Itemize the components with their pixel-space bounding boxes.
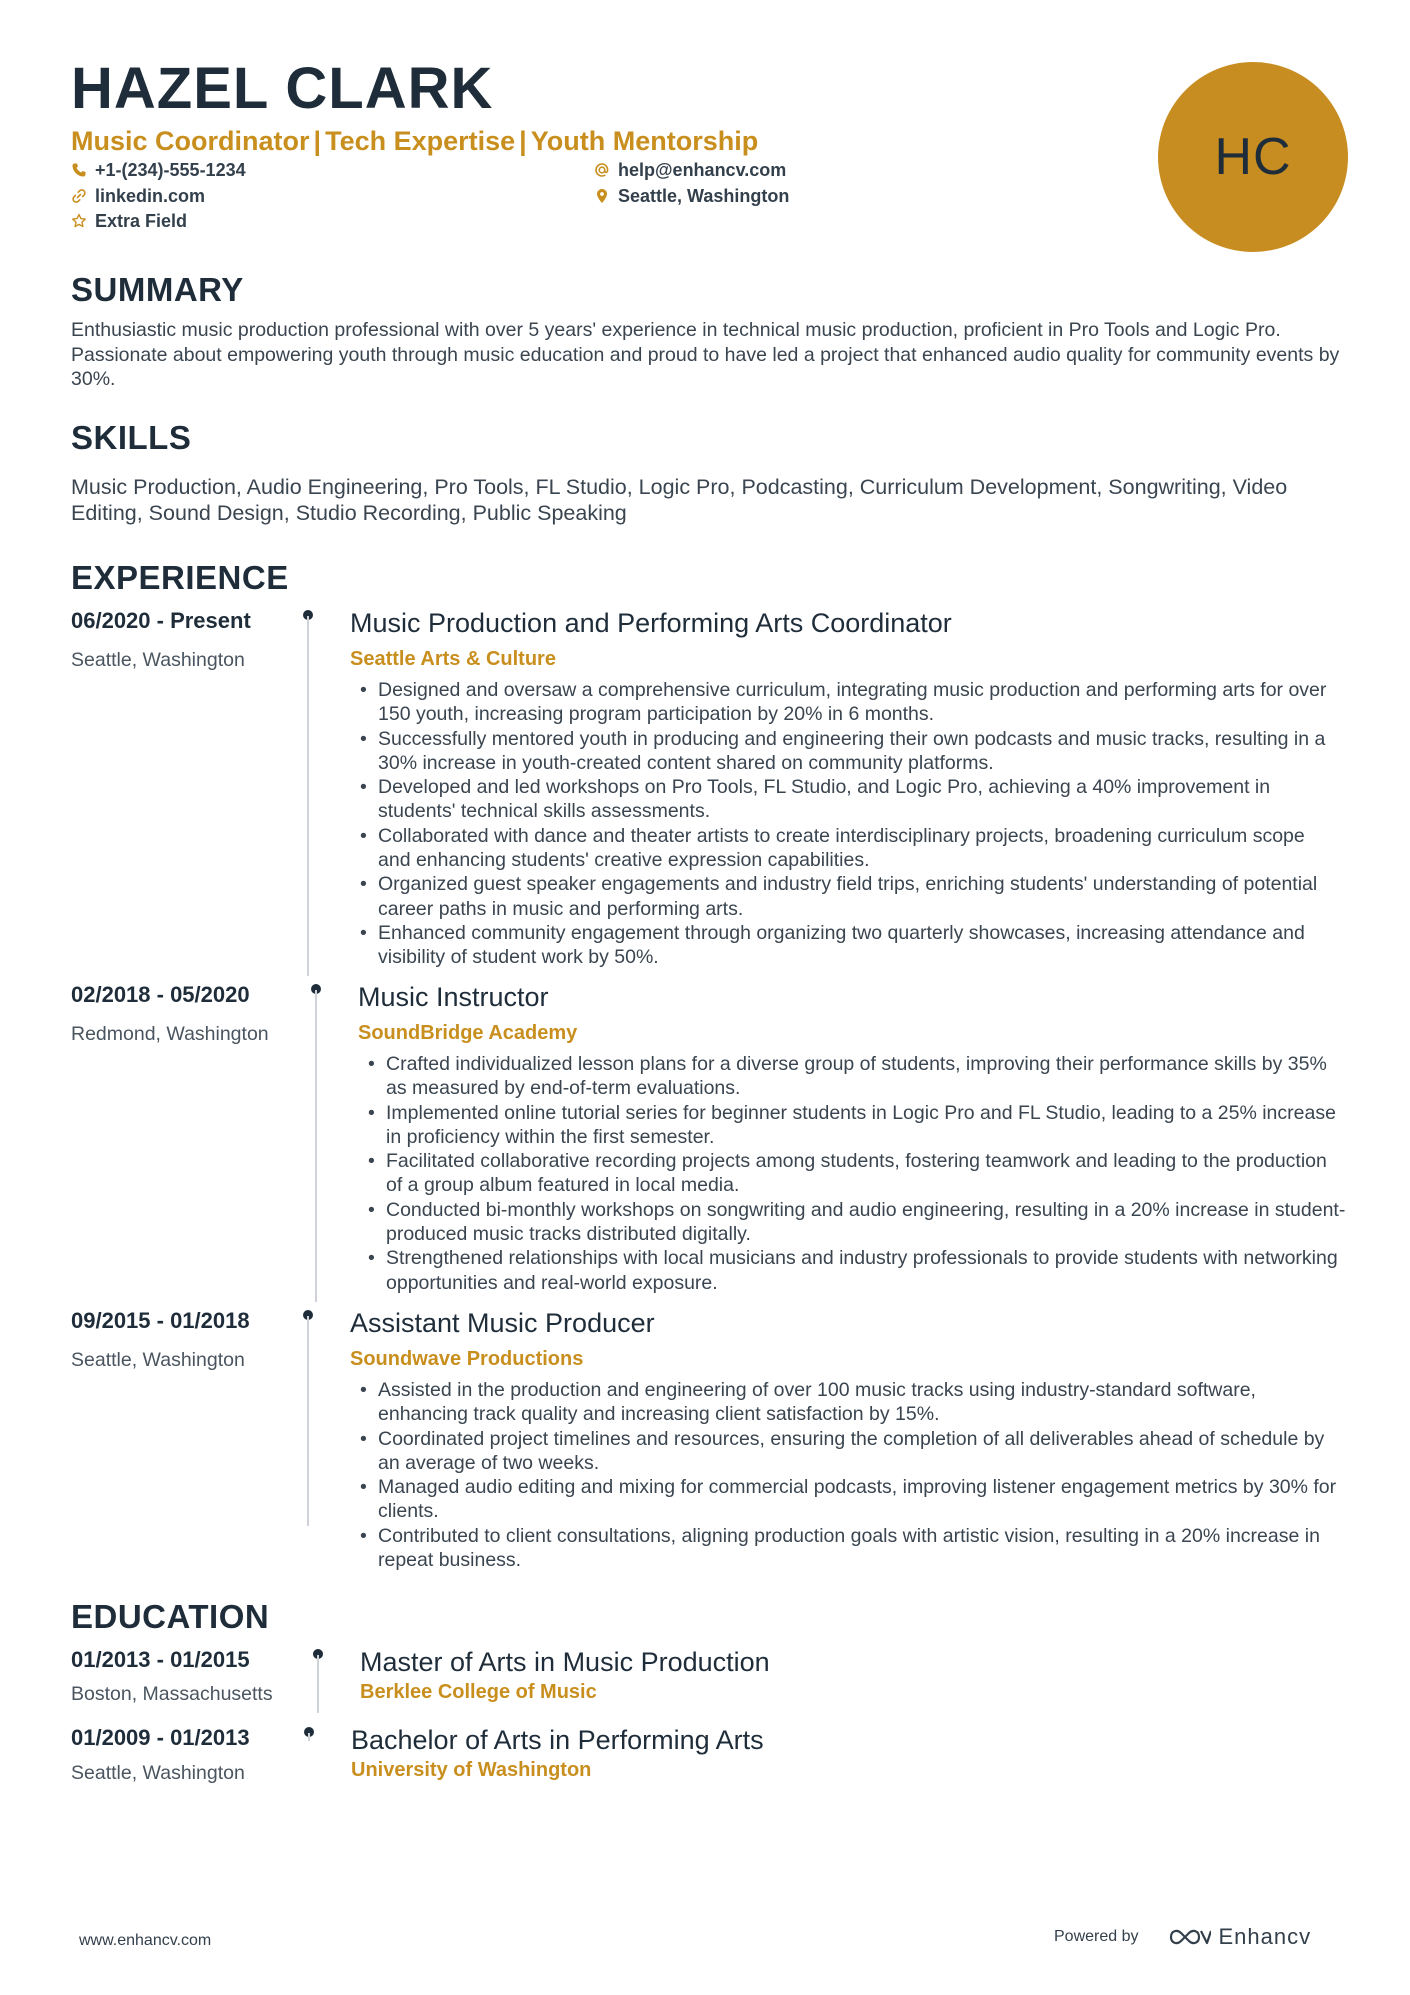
enhancv-logo[interactable]: [1167, 1924, 1312, 1950]
headline: [71, 124, 758, 158]
contact-extra: [71, 209, 187, 233]
experience-dates: 06/2020 - Present: [71, 608, 251, 633]
headline-item: Youth Mentorship: [530, 126, 759, 156]
candidate-name: HAZEL CLARK: [71, 56, 494, 121]
education-dates: 01/2013 - 01/2015: [71, 1647, 250, 1672]
education-title: EDUCATION: [71, 1598, 270, 1635]
experience-dates: 09/2015 - 01/2018: [71, 1308, 250, 1333]
education-location: Boston, Massachusetts: [71, 1683, 273, 1705]
contact-phone[interactable]: [71, 158, 246, 182]
bullet-item: • Conducted bi-monthly workshops on songwriting and audio engineering, resulting in a 20% increase in student-produced music tracks distributed digitally.: [366, 1198, 1346, 1247]
extra-text: Extra Field: [95, 211, 188, 231]
bullet-item: • Contributed to client consultations, aligning production goals with artistic vision, resulting in a 20% increase in repeat business.: [358, 1524, 1340, 1573]
avatar: [1158, 62, 1348, 252]
footer-powered: [1054, 1924, 1311, 1950]
link-icon: [71, 188, 87, 204]
timeline-line: [307, 616, 309, 976]
star-icon: [71, 213, 87, 229]
headline-separator: |: [313, 126, 322, 156]
enhancv-logo-icon: [1167, 1925, 1211, 1949]
avatar-initials: HC: [1214, 128, 1292, 186]
timeline-line: [315, 990, 317, 1302]
linkedin-text: linkedin.com: [95, 186, 206, 206]
bullet-item: • Managed audio editing and mixing for commercial podcasts, improving listener engagement metrics by 30% for clients.: [358, 1475, 1340, 1524]
headline-item: Tech Expertise: [325, 126, 516, 156]
experience-role: Music Instructor: [358, 982, 549, 1012]
experience-role: Music Production and Performing Arts Coordinator: [350, 608, 952, 638]
summary-text: Enthusiastic music production professional with over 5 years' experience in technical music production, proficient in Pro Tools and Logic Pro. Passionate about empowering youth through music education and proud to have led a project that enhanced audio quality for community events by 30%.: [71, 319, 1340, 390]
headline-separator: |: [519, 126, 527, 156]
experience-location: Seattle, Washington: [71, 649, 245, 671]
education-school: Berklee College of Music: [360, 1681, 597, 1703]
powered-by-label: Powered by: [1054, 1928, 1139, 1945]
education-degree: Master of Arts in Music Production: [360, 1647, 770, 1677]
email-text: help@enhancv.com: [618, 160, 787, 180]
education-dates: 01/2009 - 01/2013: [71, 1725, 250, 1750]
experience-bullets: [366, 1052, 1346, 1295]
bullet-item: • Successfully mentored youth in producing and engineering their own podcasts and music tracks, resulting in a 30% increase in youth-created content shared on community platforms.: [358, 727, 1340, 776]
bullet-item: • Enhanced community engagement through organizing two quarterly showcases, increasing attendance and visibility of student work by 50%.: [358, 921, 1340, 970]
contact-location: [594, 184, 789, 208]
bullet-item: • Facilitated collaborative recording projects among students, fostering teamwork and leading to the production of a group album featured in local media.: [366, 1149, 1346, 1198]
timeline-line: [307, 1316, 309, 1526]
education-degree: Bachelor of Arts in Performing Arts: [351, 1725, 764, 1755]
bullet-item: • Coordinated project timelines and resources, ensuring the completion of all deliverables ahead of schedule by an average of two weeks.: [358, 1427, 1340, 1476]
education-location: Seattle, Washington: [71, 1762, 245, 1784]
experience-role: Assistant Music Producer: [350, 1308, 655, 1338]
bullet-item: • Crafted individualized lesson plans for a diverse group of students, improving their performance skills by 35% as measured by end-of-term evaluations.: [366, 1052, 1346, 1101]
experience-company: Seattle Arts & Culture: [350, 648, 556, 670]
phone-icon: [71, 162, 87, 178]
skills-title: SKILLS: [71, 419, 192, 456]
contact-linkedin[interactable]: [71, 184, 205, 208]
experience-dates: 02/2018 - 05/2020: [71, 982, 250, 1007]
location-pin-icon: [594, 188, 610, 204]
bullet-item: • Implemented online tutorial series for beginner students in Logic Pro and FL Studio, leading to a 25% increase in proficiency within the first semester.: [366, 1101, 1346, 1150]
timeline-line: [317, 1655, 319, 1713]
experience-bullets: [358, 678, 1340, 970]
education-school: University of Washington: [351, 1759, 592, 1781]
skills-text: Music Production, Audio Engineering, Pro Tools, FL Studio, Logic Pro, Podcasting, Curriculum Development, Songwriting, Video Editing, Sound Design, Studio Recording, Public Speaking: [71, 475, 1288, 525]
experience-bullets: [358, 1378, 1340, 1572]
experience-location: Seattle, Washington: [71, 1349, 245, 1371]
timeline-line: [308, 1733, 310, 1741]
bullet-item: • Strengthened relationships with local musicians and industry professionals to provide students with networking opportunities and real-world exposure.: [366, 1246, 1346, 1295]
bullet-item: • Developed and led workshops on Pro Tools, FL Studio, and Logic Pro, achieving a 40% improvement in students' technical skills assessments.: [358, 775, 1340, 824]
experience-company: Soundwave Productions: [350, 1348, 584, 1370]
bullet-item: • Designed and oversaw a comprehensive curriculum, integrating music production and performing arts for over 150 youth, increasing program participation by 20% in 6 months.: [358, 678, 1340, 727]
bullet-item: • Assisted in the production and engineering of over 100 music tracks using industry-standard software, enhancing track quality and increasing client satisfaction by 15%.: [358, 1378, 1340, 1427]
at-icon: [594, 162, 610, 178]
location-text: Seattle, Washington: [618, 186, 790, 206]
bullet-item: • Organized guest speaker engagements and industry field trips, enriching students' understanding of potential career paths in music and performing arts.: [358, 872, 1340, 921]
headline-item: Music Coordinator: [71, 126, 310, 156]
experience-company: SoundBridge Academy: [358, 1022, 578, 1044]
experience-location: Redmond, Washington: [71, 1023, 269, 1045]
bullet-item: • Collaborated with dance and theater artists to create interdisciplinary projects, broadening curriculum scope and enhancing students' creative expression capabilities.: [358, 824, 1340, 873]
phone-text: +1-(234)-555-1234: [95, 160, 246, 180]
footer-website[interactable]: www.enhancv.com: [79, 1932, 212, 1949]
experience-title: EXPERIENCE: [71, 559, 289, 596]
contact-email[interactable]: [594, 158, 786, 182]
enhancv-brand-text: Enhancv: [1218, 1924, 1312, 1949]
summary-title: SUMMARY: [71, 271, 244, 308]
